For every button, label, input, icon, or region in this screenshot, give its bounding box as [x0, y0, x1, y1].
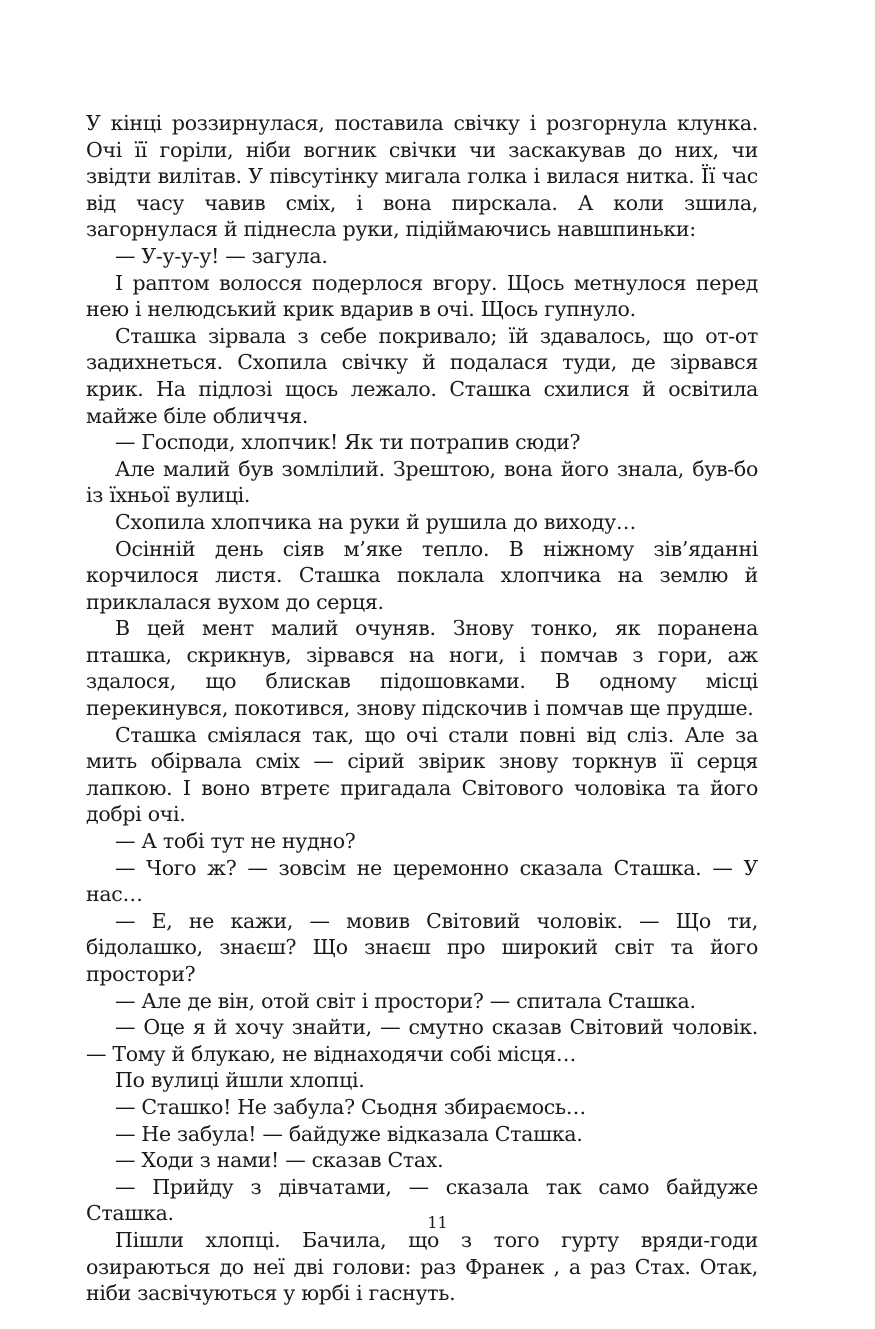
- dialogue-line: — Господи, хлопчик! Як ти потрапив сюди?: [115, 430, 581, 455]
- paragraph: У кінці роззирнулася, поставила свічку і розгорнула клунка. Очі її горіли, ніби вогник свічки чи заскакував до них, чи звідти вилітав. У півсутінку мигала голка і вилася нитка. Її час від часу чавив сміх, і вона пирскала. А коли зшила, загорнулася й піднесла руки, підіймаючись навшпиньки:: [86, 111, 758, 242]
- paragraph: По вулиці йшли хлопці.: [115, 1068, 365, 1093]
- paragraph: В цей мент малий очуняв. Знову тонко, як поранена пташка, скрикнув, зірвався на ноги, і помчав з гори, аж здалося, що блискав підошовками. В одному місці перекинувся, покотився, знову підскочив і помчав ще прудше.: [86, 616, 758, 721]
- paragraph: Сташка зірвала з себе покривало; їй здавалось, що от-от задихнеться. Схопила свічку й подалася туди, де зірвався крик. На підлозі щось лежало. Сташка схилися й освітила майже біле обличчя.: [86, 323, 758, 428]
- paragraph: Схопила хлопчика на руки й рушила до виходу…: [115, 509, 637, 534]
- page-number: 11: [427, 1213, 448, 1232]
- dialogue-line: — Прийду з дівчатами, — сказала так само байдуже Сташка.: [86, 1174, 758, 1226]
- dialogue-line: — Е, не кажи, — мовив Світовий чоловік. — Що ти, бідолашко, знаєш? Що знаєш про широкий світ та його простори?: [86, 908, 758, 986]
- dialogue-line: — Оце я й хочу знайти, — смутно сказав Світовий чоловік. — Тому й блукаю, не віднаходячи собі місця…: [86, 1015, 758, 1066]
- dialogue-line: — У-у-у-у! — загула.: [115, 243, 328, 268]
- dialogue-line: — Не забула! — байдуже відказала Сташка.: [115, 1121, 583, 1146]
- dialogue-line: — Сташко! Не забула? Сьодня збираємось…: [115, 1094, 586, 1119]
- dialogue-line: — Але де він, отой світ і простори? — спитала Сташка.: [115, 988, 696, 1013]
- dialogue-line: — Чого ж? — зовсім не церемонно сказала Сташка. — У нас…: [86, 855, 758, 907]
- paragraph: І раптом волосся подерлося вгору. Щось метнулося перед нею і нелюдський крик вдарив в очі. Щось гупнуло.: [86, 270, 758, 322]
- paragraph: Але малий був зомлілий. Зрештою, вона його знала, був-бо із їхньої вулиці.: [86, 456, 758, 508]
- dialogue-line: — Ходи з нами! — сказав Стах.: [115, 1148, 444, 1173]
- dialogue-line: — А тобі тут не нудно?: [115, 829, 356, 854]
- paragraph: Пішли хлопці. Бачила, що з того гурту вряди-годи озираються до неї дві голови: раз Франек , а раз Стах. Отак, ніби засвічуються у юрбі і гаснуть.: [86, 1227, 758, 1306]
- body-text: [86, 110, 758, 1307]
- paragraph: Сташка сміялася так, що очі стали повні від сліз. Але за мить обірвала сміх — сірий звірик знову торкнув її серця лапкою. І воно втретє пригадала Світового чоловіка та його добрі очі.: [86, 722, 758, 827]
- paragraph: Осінній день сіяв м’яке тепло. В ніжному зів’яданні корчилося листя. Сташка поклала хлопчика на землю й приклалася вухом до серця.: [86, 536, 758, 614]
